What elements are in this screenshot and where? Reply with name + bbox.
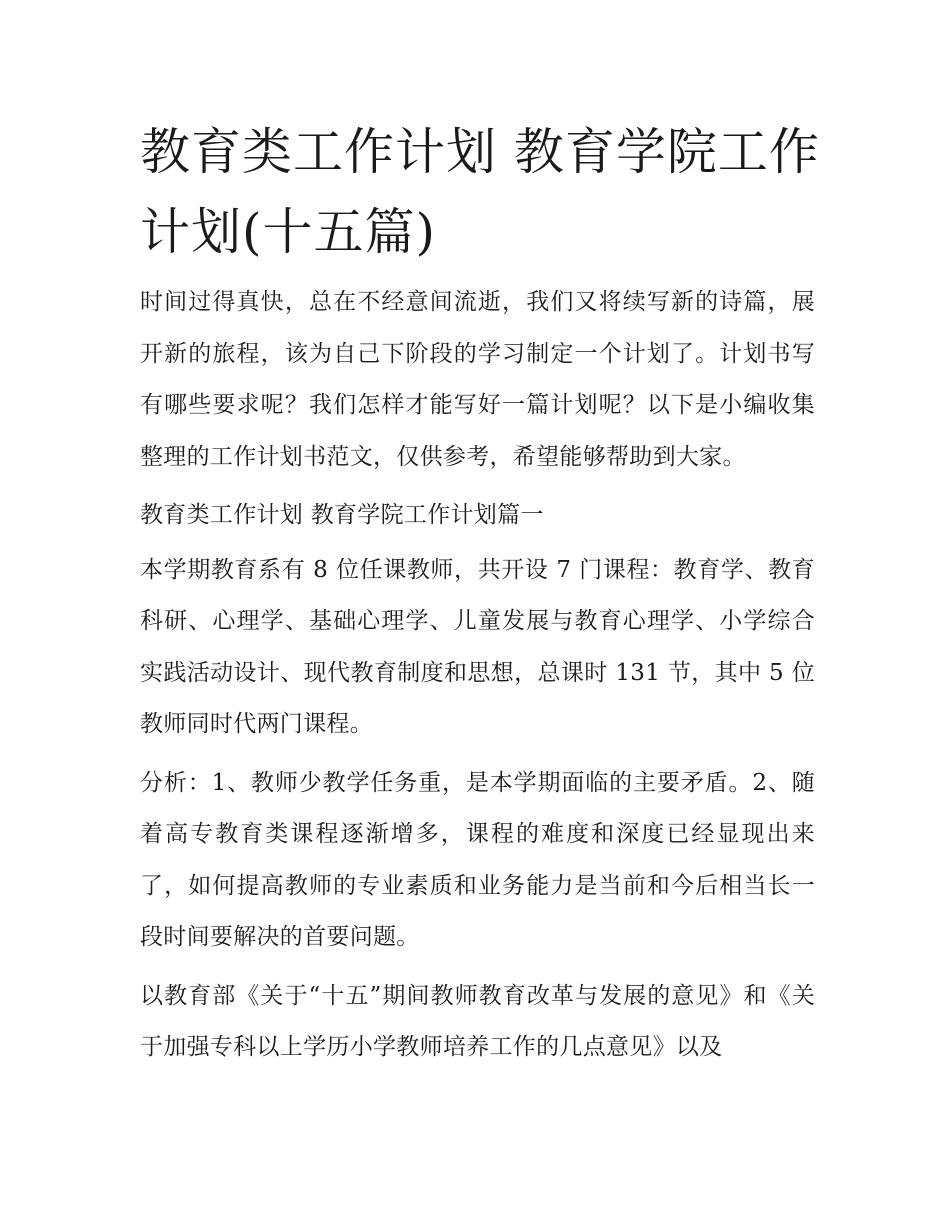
- intro-paragraph: 时间过得真快，总在不经意间流逝，我们又将续写新的诗篇，展开新的旅程，该为自己下阶段的学习制定一个计划了。计划书写有哪些要求呢？我们怎样才能写好一篇计划呢？以下是小编收集整理的工作计划书范文，仅供参考，希望能够帮助到大家。: [140, 289, 815, 470]
- policy-paragraph: 以教育部《关于“十五”期间教师教育改革与发展的意见》和《关于加强专科以上学历小学教师培养工作的几点意见》以及: [140, 982, 815, 1060]
- document-title: 教育类工作计划 教育学院工作计划(十五篇): [140, 123, 820, 261]
- document-body: [140, 277, 815, 1081]
- course-paragraph: 本学期教育系有 8 位任课教师，共开设 7 门课程：教育学、教育科研、心理学、基础心理学、儿童发展与教育心理学、小学综合实践活动设计、现代教育制度和思想，总课时 131 节，其中 5 位教师同时代两门课程。: [140, 556, 815, 737]
- analysis-paragraph: 分析：1、教师少教学任务重，是本学期面临的主要矛盾。2、随着高专教育类课程逐渐增多，课程的难度和深度已经显现出来了，如何提高教师的专业素质和业务能力是当前和今后相当长一段时间要解决的首要问题。: [140, 769, 815, 950]
- section-heading: 教育类工作计划 教育学院工作计划篇一: [140, 502, 544, 528]
